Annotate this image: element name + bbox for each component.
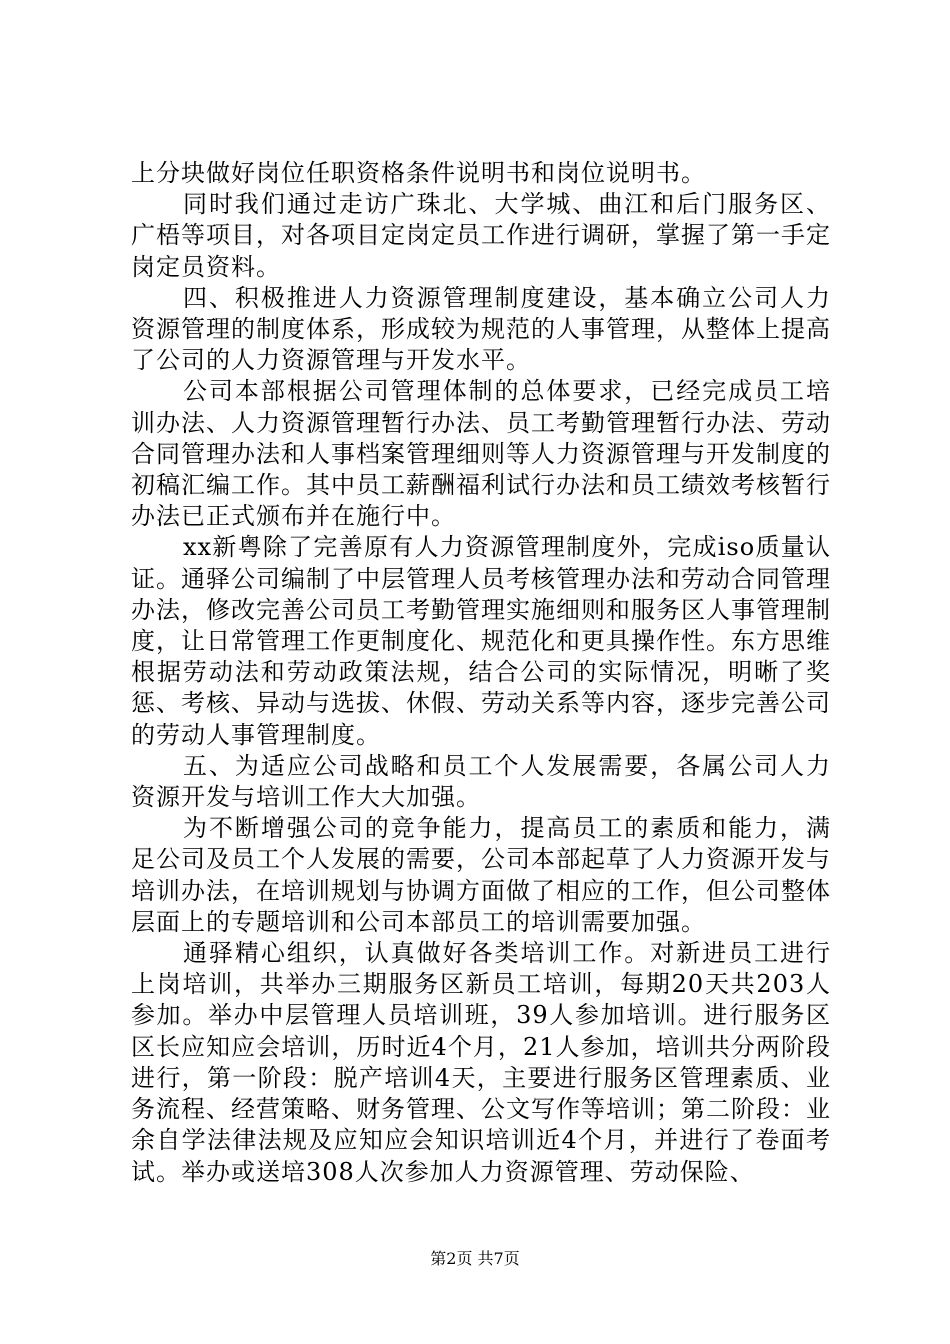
paragraph: 通驿精心组织，认真做好各类培训工作。对新进员工进行上岗培训，共举办三期服务区新员工培训，每期20天共203人参加。举办中层管理人员培训班，39人参加培训。进行服务区区长应知应会培训，历时近4个月，21人参加，培训共分两阶段进行，第一阶段：脱产培训4天，主要进行服务区管理素质、业务流程、经营策略、财务管理、公文写作等培训；第二阶段：业余自学法律法规及应知应会知识培训近4个月，并进行了卷面考试。举办或送培308人次参加人力资源管理、劳动保险、	[131, 939, 831, 1186]
paragraph: 上分块做好岗位任职资格条件说明书和岗位说明书。	[131, 159, 706, 187]
paragraph: 五、为适应公司战略和员工个人发展需要，各属公司人力资源开发与培训工作大大加强。	[131, 751, 831, 812]
paragraph: xx新粤除了完善原有人力资源管理制度外，完成iso质量认证。通驿公司编制了中层管理人员考核管理办法和劳动合同管理办法，修改完善公司员工考勤管理实施细则和服务区人事管理制度，让日常管理工作更制度化、规范化和更具操作性。东方思维根据劳动法和劳动政策法规，结合公司的实际情况，明晰了奖惩、考核、异动与选拔、休假、劳动关系等内容，逐步完善公司的劳动人事管理制度。	[131, 533, 831, 749]
paragraph: 为不断增强公司的竞争能力，提高员工的素质和能力，满足公司及员工个人发展的需要，公司本部起草了人力资源开发与培训办法，在培训规划与协调方面做了相应的工作，但公司整体层面上的专题培训和公司本部员工的培训需要加强。	[131, 814, 831, 936]
paragraph: 公司本部根据公司管理体制的总体要求，已经完成员工培训办法、人力资源管理暂行办法、员工考勤管理暂行办法、劳动合同管理办法和人事档案管理细则等人力资源管理与开发制度的初稿汇编工作。其中员工薪酬福利试行办法和员工绩效考核暂行办法已正式颁布并在施行中。	[131, 377, 831, 531]
paragraph: 同时我们通过走访广珠北、大学城、曲江和后门服务区、广梧等项目，对各项目定岗定员工作进行调研，掌握了第一手定岗定员资料。	[131, 190, 831, 281]
paragraph: 四、积极推进人力资源管理制度建设，基本确立公司人力资源管理的制度体系，形成较为规范的人事管理，从整体上提高了公司的人力资源管理与开发水平。	[131, 283, 831, 375]
document-body	[131, 158, 831, 1188]
page-footer: 第2页 共7页	[430, 1249, 520, 1268]
